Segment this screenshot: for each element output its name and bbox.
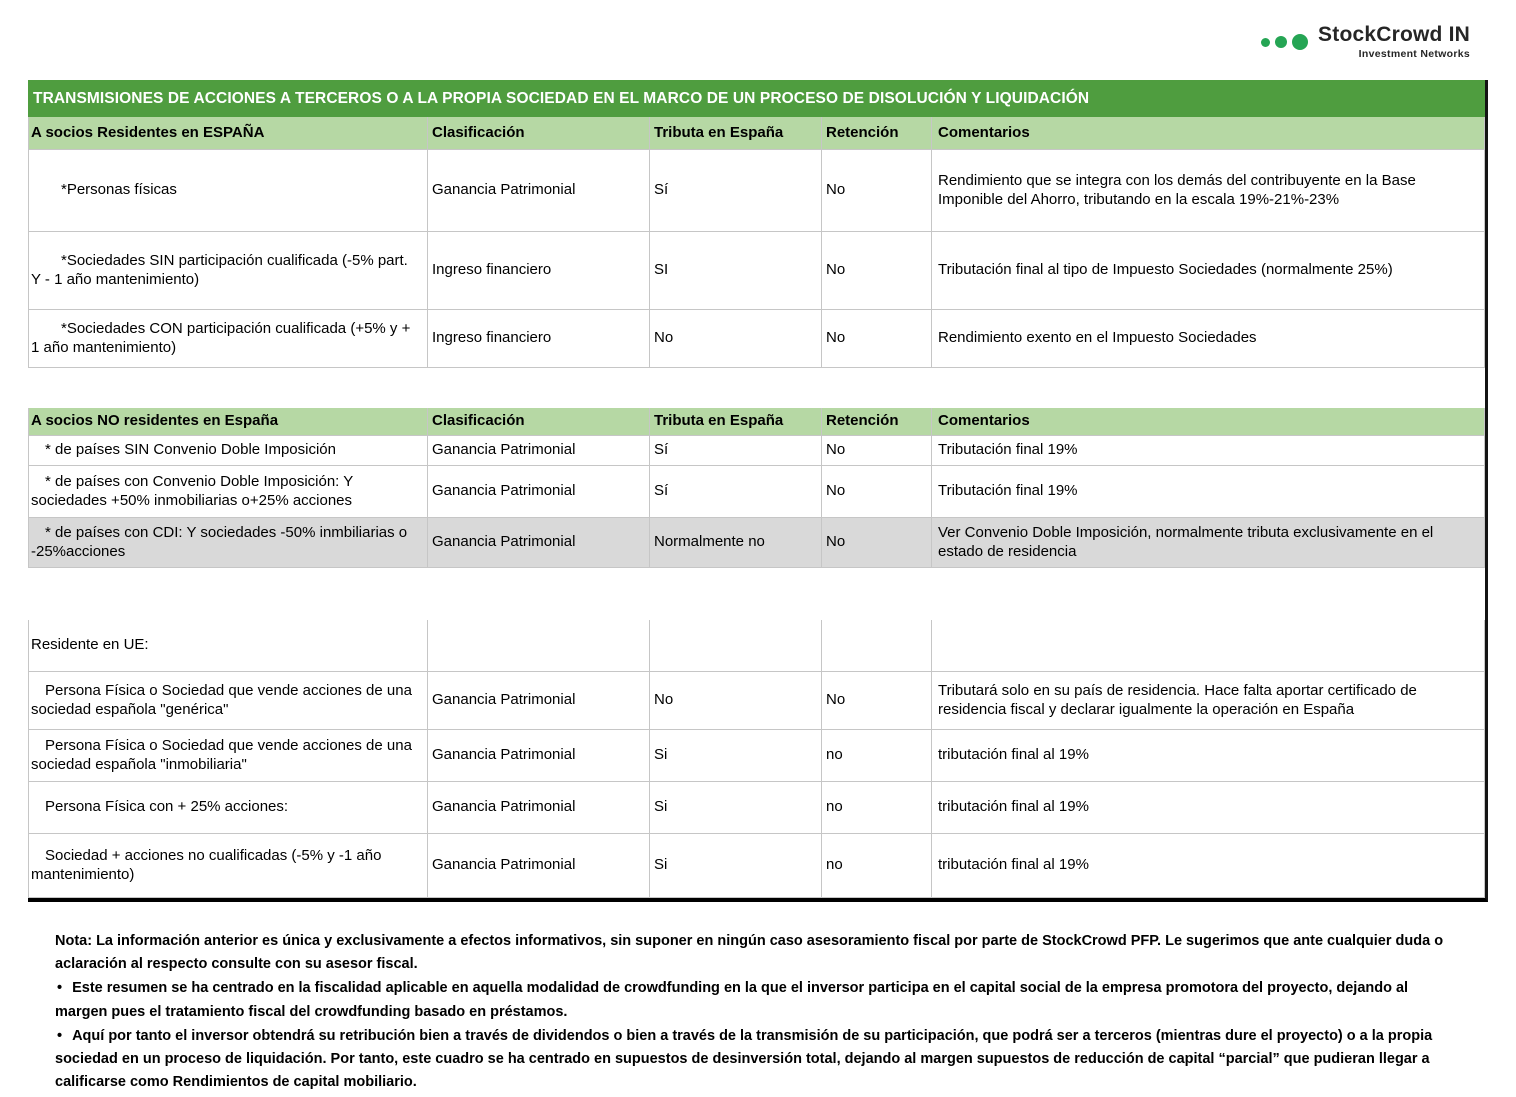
logo [1261,24,1470,60]
cell: * de países con Convenio Doble Imposición: Y sociedades +50% inmobiliarias o+25% acciones [28,466,428,518]
cell: No [822,518,932,568]
table-title: TRANSMISIONES DE ACCIONES A TERCEROS O A LA PROPIA SOCIEDAD EN EL MARCO DE UN PROCESO DE DISOLUCIÓN Y LIQUIDACIÓN [28,80,1485,117]
cell: tributación final al 19% [932,834,1485,898]
table-gap [28,368,1485,408]
cell: Si [650,782,822,834]
cell: Persona Física o Sociedad que vende acciones de una sociedad española "inmobiliaria" [28,730,428,782]
table-row [28,466,1485,518]
cell: Si [650,730,822,782]
cell [822,620,932,672]
header-cell: Comentarios [932,117,1485,150]
note-item [55,930,1455,976]
table-header-row [28,117,1485,150]
cell: * de países con CDI: Y sociedades -50% inmbiliarias o -25%acciones [28,518,428,568]
cell: No [822,466,932,518]
header-cell: Tributa en España [650,117,822,150]
cell: tributación final al 19% [932,730,1485,782]
cell: Sí [650,436,822,466]
table-row [28,518,1485,568]
tax-table [28,80,1488,902]
logo-brand: StockCrowd IN [1318,23,1470,46]
cell: Ganancia Patrimonial [428,436,650,466]
cell: *Sociedades SIN participación cualificada (-5% part. Y - 1 año mantenimiento) [28,232,428,310]
cell: No [822,232,932,310]
cell: Normalmente no [650,518,822,568]
bullet-icon: • [57,1027,63,1044]
cell [428,620,650,672]
header-cell: Clasificación [428,408,650,436]
cell: *Personas físicas [28,150,428,232]
table-row [28,782,1485,834]
cell: Ganancia Patrimonial [428,466,650,518]
cell: Ganancia Patrimonial [428,150,650,232]
cell: Tributación final al tipo de Impuesto Sociedades (normalmente 25%) [932,232,1485,310]
note-item [55,1025,1455,1095]
cell: Persona Física con + 25% acciones: [28,782,428,834]
cell: Rendimiento que se integra con los demás del contribuyente en la Base Imponible del Ahorro, tributando en la escala 19%-21%-23% [932,150,1485,232]
table-gap [28,568,1485,620]
cell: Sí [650,150,822,232]
table-row [28,232,1485,310]
logo-dots-icon [1261,34,1308,50]
note-text: Este resumen se ha centrado en la fiscalidad aplicable en aquella modalidad de crowdfunding en la que el inversor participa en el capital social de la empresa promotora del proyecto, dejando al margen pues el tratamiento fiscal del crowdfunding basado en préstamos. [55,980,1409,1020]
table-header-row [28,408,1485,436]
cell: No [822,672,932,730]
cell [650,620,822,672]
cell: Sí [650,466,822,518]
logo-text [1318,24,1470,60]
cell: Tributación final 19% [932,436,1485,466]
cell: Ver Convenio Doble Imposición, normalmente tributa exclusivamente en el estado de residencia [932,518,1485,568]
cell [932,620,1485,672]
table-row [28,730,1485,782]
table-row [28,672,1485,730]
table-row [28,834,1485,898]
table-row [28,620,1485,672]
cell: Ingreso financiero [428,232,650,310]
note-item [55,977,1455,1023]
cell: Persona Física o Sociedad que vende acciones de una sociedad española "genérica" [28,672,428,730]
cell: Ganancia Patrimonial [428,834,650,898]
cell: Ganancia Patrimonial [428,782,650,834]
cell: SI [650,232,822,310]
header-cell: Retención [822,408,932,436]
cell: No [822,310,932,368]
cell: No [822,436,932,466]
cell: Ingreso financiero [428,310,650,368]
cell: No [822,150,932,232]
cell: no [822,730,932,782]
cell: tributación final al 19% [932,782,1485,834]
cell: Tributará solo en su país de residencia. Hace falta aportar certificado de residencia fiscal y declarar igualmente la operación en España [932,672,1485,730]
header-cell: A socios Residentes en ESPAÑA [28,117,428,150]
cell: Ganancia Patrimonial [428,672,650,730]
cell: Rendimiento exento en el Impuesto Sociedades [932,310,1485,368]
cell: * de países SIN Convenio Doble Imposición [28,436,428,466]
table-row [28,150,1485,232]
cell: No [650,672,822,730]
cell: no [822,834,932,898]
table-row [28,310,1485,368]
header-cell: Clasificación [428,117,650,150]
cell: Tributación final 19% [932,466,1485,518]
cell: Ganancia Patrimonial [428,518,650,568]
cell: Residente en UE: [28,620,428,672]
header-cell: A socios NO residentes en España [28,408,428,436]
note-text: Aquí por tanto el inversor obtendrá su retribución bien a través de dividendos o bien a través de la transmisión de su participación, que podrá ser a terceros (mientras dure el proyecto) o a la propia sociedad en un proceso de liquidación. Por tanto, este cuadro se ha centrado en supuestos de desinversión total, dejando al margen supuestos de reducción de capital “parcial” que pudieran llegar a calificarse como Rendimientos de capital mobiliario. [55,1027,1433,1091]
footnotes [55,930,1455,1095]
cell: *Sociedades CON participación cualificada (+5% y + 1 año mantenimiento) [28,310,428,368]
table-body [28,117,1485,898]
cell: No [650,310,822,368]
cell: Si [650,834,822,898]
header-cell: Comentarios [932,408,1485,436]
cell: Sociedad + acciones no cualificadas (-5% y -1 año mantenimiento) [28,834,428,898]
cell: no [822,782,932,834]
cell: Ganancia Patrimonial [428,730,650,782]
table-row [28,436,1485,466]
header-cell: Tributa en España [650,408,822,436]
logo-tagline: Investment Networks [1358,48,1470,61]
bullet-icon: • [57,980,63,997]
note-text: Nota: La información anterior es única y exclusivamente a efectos informativos, sin suponer en ningún caso asesoramiento fiscal por parte de StockCrowd PFP. Le sugerimos que ante cualquier duda o aclaración al respecto consulte con su asesor fiscal. [55,933,1444,973]
header-cell: Retención [822,117,932,150]
